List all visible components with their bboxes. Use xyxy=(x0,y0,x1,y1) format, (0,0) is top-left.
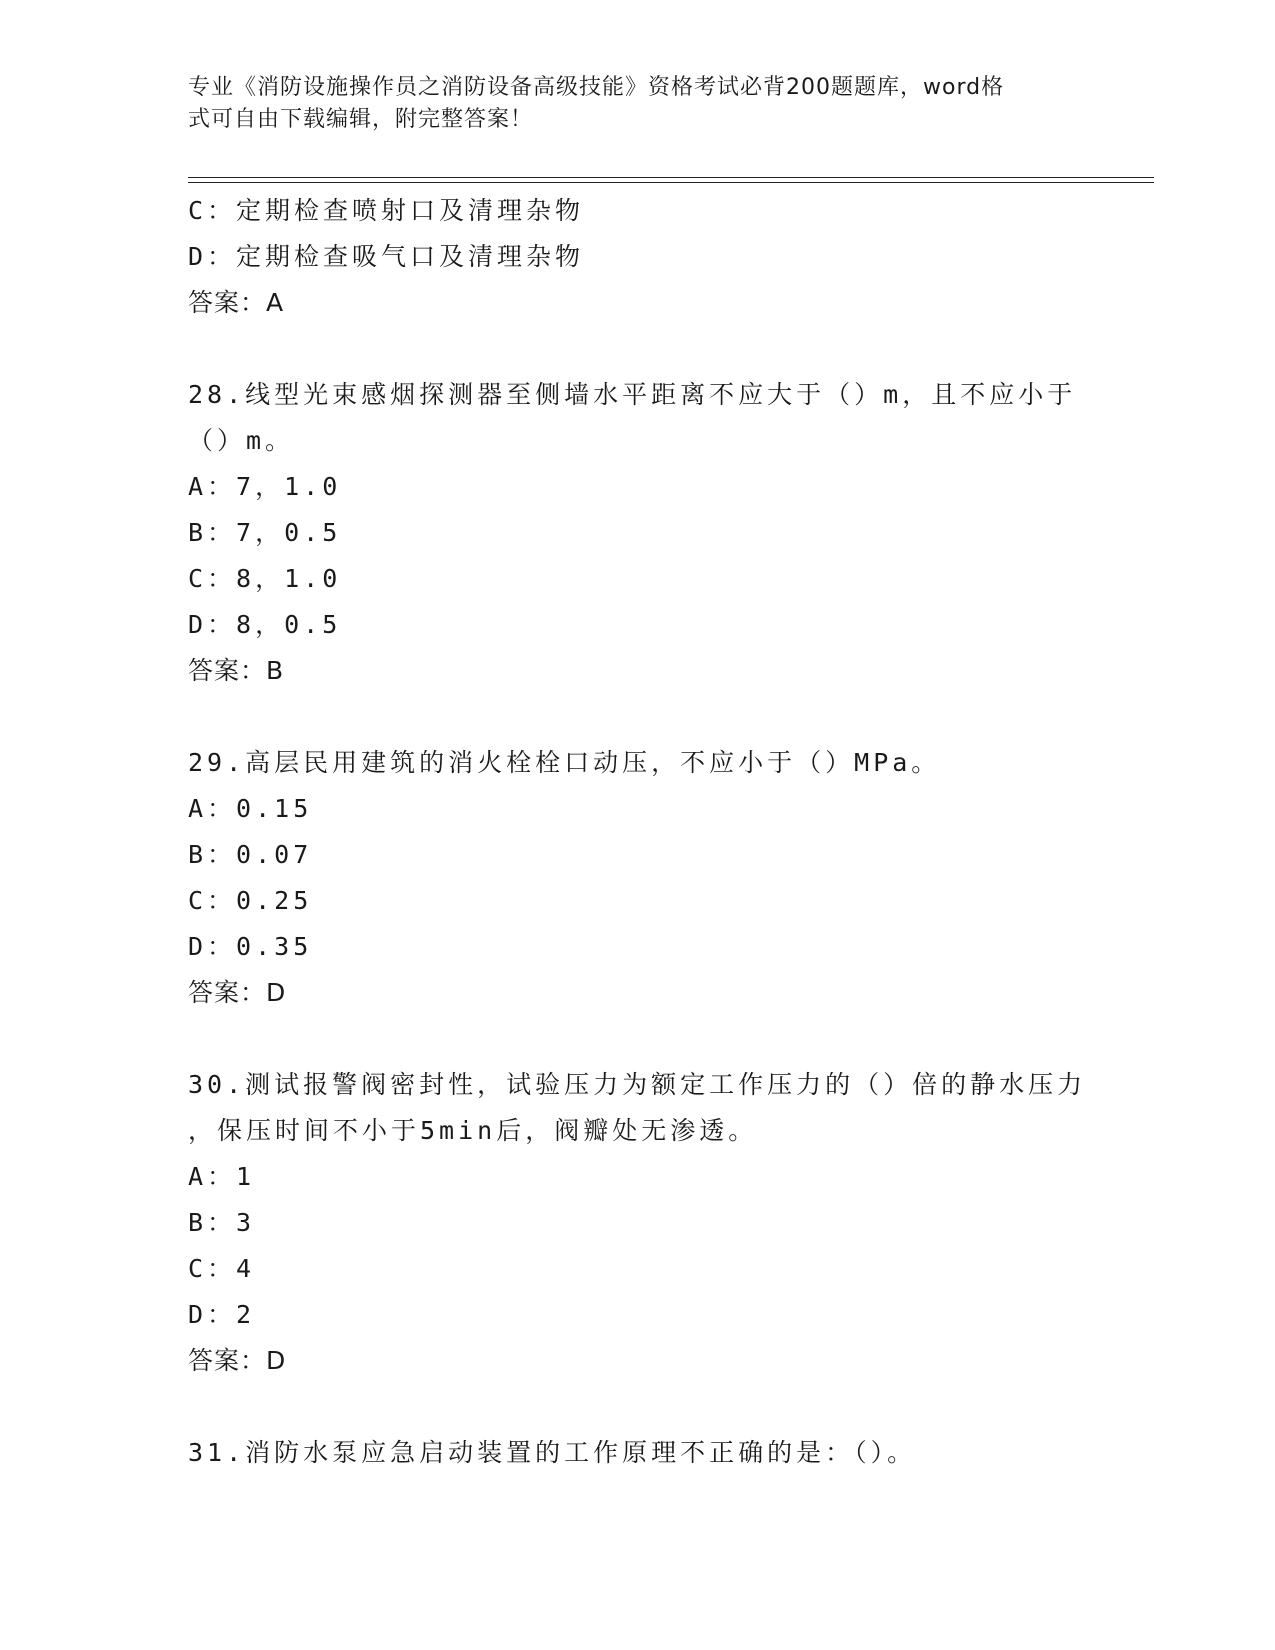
header-divider-bottom xyxy=(188,182,1154,183)
option-b: B：0.07 xyxy=(188,840,313,869)
question-text: 28.线型光束感烟探测器至侧墙水平距离不应大于（）m，且不应小于 xyxy=(188,380,1077,409)
spacer xyxy=(188,1016,1088,1062)
document-header xyxy=(188,72,1068,136)
question-text: 31.消防水泵应急启动装置的工作原理不正确的是：（）。 xyxy=(188,1438,917,1467)
question-text: 30.测试报警阀密封性，试验压力为额定工作压力的（）倍的静水压力 xyxy=(188,1070,1087,1099)
option-b: B：7，0.5 xyxy=(188,518,342,547)
question-29 xyxy=(188,740,1088,1016)
question-27-tail xyxy=(188,188,1088,326)
option-a: A：1 xyxy=(188,1162,256,1191)
spacer xyxy=(188,326,1088,372)
answer: 答案：A xyxy=(188,288,285,317)
spacer xyxy=(188,694,1088,740)
option-d: D：2 xyxy=(188,1300,256,1329)
option-d: D：定期检查吸气口及清理杂物 xyxy=(188,242,585,271)
question-text-cont: （）m。 xyxy=(188,426,295,455)
answer: 答案：D xyxy=(188,978,287,1007)
question-28 xyxy=(188,372,1088,694)
question-text-cont: ，保压时间不小于5min后，阀瓣处无渗透。 xyxy=(188,1116,758,1145)
option-b: B：3 xyxy=(188,1208,256,1237)
option-d: D：8，0.5 xyxy=(188,610,342,639)
answer: 答案：D xyxy=(188,1346,287,1375)
option-a: A：7，1.0 xyxy=(188,472,342,501)
header-line-2: 式可自由下载编辑，附完整答案！ xyxy=(188,107,534,132)
answer: 答案：B xyxy=(188,656,285,685)
question-31 xyxy=(188,1430,1088,1476)
option-d: D：0.35 xyxy=(188,932,313,961)
option-c: C：定期检查喷射口及清理杂物 xyxy=(188,196,585,225)
question-text: 29.高层民用建筑的消火栓栓口动压，不应小于（）MPa。 xyxy=(188,748,941,777)
spacer xyxy=(188,1384,1088,1430)
header-divider-top xyxy=(188,177,1154,178)
option-c: C：0.25 xyxy=(188,886,313,915)
question-30 xyxy=(188,1062,1088,1384)
option-c: C：8，1.0 xyxy=(188,564,342,593)
option-c: C：4 xyxy=(188,1254,256,1283)
header-line-1: 专业《消防设施操作员之消防设备高级技能》资格考试必背200题题库，word格 xyxy=(188,75,1005,100)
question-list xyxy=(188,188,1088,1476)
option-a: A：0.15 xyxy=(188,794,313,823)
